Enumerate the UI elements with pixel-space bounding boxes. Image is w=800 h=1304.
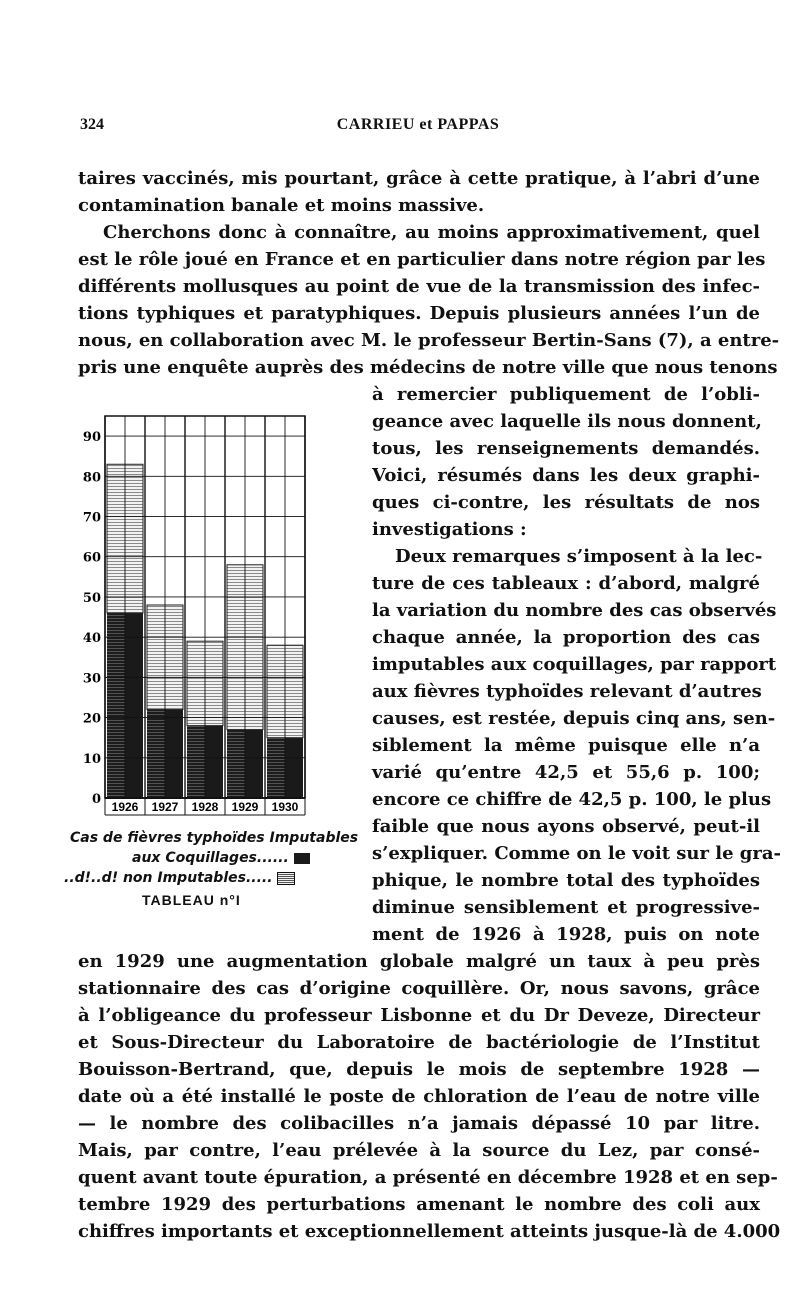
text-line: Mais, par contre, l’eau prélevée à la source du Lez, par consé- [78, 1140, 760, 1161]
text-line: est le rôle joué en France et en particulier dans notre région par les [78, 249, 766, 270]
text-line: et Sous-Directeur du Laboratoire de bactériologie de l’Institut [78, 1032, 760, 1053]
text-line: taires vaccinés, mis pourtant, grâce à cette pratique, à l’abri d’une [78, 168, 760, 189]
text-line: geance avec laquelle ils nous donnent, [372, 411, 762, 432]
text-line: s’expliquer. Comme on le voit sur le gra- [372, 843, 782, 864]
text-line: quent avant toute épuration, a présenté en décembre 1928 et en sep- [78, 1167, 778, 1188]
text-line: date où a été installé le poste de chloration de l’eau de notre ville [78, 1086, 760, 1107]
page-number: 324 [80, 116, 104, 133]
bar-imputables-1927 [147, 710, 165, 798]
legend-line-2 [132, 850, 310, 866]
text-line: Deux remarques s’imposent à la lec- [395, 546, 763, 567]
legend-dark-swatch [294, 853, 310, 864]
text-line: chaque année, la proportion des cas [372, 627, 760, 648]
bar-imputables-solid-1926 [125, 613, 143, 798]
running-title: CARRIEU et PAPPAS [336, 116, 500, 133]
x-tick-label: 1928 [191, 800, 219, 814]
text-line: varié qu’entre 42,5 et 55,6 p. 100; [372, 762, 760, 783]
y-tick-label: 60 [82, 550, 101, 566]
text-line: en 1929 une augmentation globale malgré un taux à peu près [78, 951, 760, 972]
text-line: imputables aux coquillages, par rapport [372, 654, 777, 675]
text-line: pris une enquête auprès des médecins de notre ville que nous tenons [78, 357, 778, 378]
legend-line-3 [64, 870, 295, 886]
bar-imputables-solid-1929 [245, 730, 263, 798]
bar-imputables-solid-1927 [165, 710, 183, 798]
running-head [78, 116, 758, 138]
text-line: ques ci-contre, les résultats de nos [372, 492, 760, 513]
text-line: tous, les renseignements demandés. [372, 438, 760, 459]
text-line: ture de ces tableaux : d’abord, malgré [372, 573, 760, 594]
text-line: causes, est restée, depuis cinq ans, sen- [372, 708, 776, 729]
text-line: nous, en collaboration avec M. le professeur Bertin-Sans (7), a entre- [78, 330, 780, 351]
text-line: Voici, résumés dans les deux graphi- [372, 465, 760, 486]
text-line: stationnaire des cas d’origine coquillère. Or, nous savons, grâce [78, 978, 760, 999]
legend-line-1: Cas de fièvres typhoïdes Imputables [70, 830, 359, 846]
y-tick-label: 40 [82, 631, 101, 647]
text-line: siblement la même puisque elle n’a [372, 735, 760, 756]
text-line: ment de 1926 à 1928, puis on note [372, 924, 760, 945]
text-line: Cherchons donc à connaître, au moins approximativement, quel [103, 222, 760, 243]
figure-tableau-1 [60, 410, 360, 910]
text-line: différents mollusques au point de vue de la transmission des infec- [78, 276, 760, 297]
text-line: phique, le nombre total des typhoïdes [372, 870, 760, 891]
figure-caption: TABLEAU n°I [142, 892, 241, 908]
text-line: la variation du nombre des cas observés [372, 600, 777, 621]
bar-imputables-solid-1928 [205, 726, 223, 798]
text-line: diminue sensiblement et progressive- [372, 897, 760, 918]
y-tick-label: 30 [82, 671, 101, 687]
text-line: investigations : [372, 519, 527, 540]
y-tick-label: 20 [82, 711, 101, 727]
y-tick-label: 90 [82, 430, 101, 446]
bar-imputables-1926 [107, 613, 125, 798]
y-tick-label: 10 [82, 751, 101, 767]
text-line: à l’obligeance du professeur Lisbonne et du Dr Deveze, Directeur [78, 1005, 760, 1026]
x-tick-label: 1930 [271, 800, 299, 814]
text-line: tions typhiques et paratyphiques. Depuis plusieurs années l’un de [78, 303, 760, 324]
legend-light-swatch [277, 872, 295, 885]
legend-imputables-label: aux Coquillages...... [132, 850, 289, 866]
bar-imputables-solid-1930 [285, 738, 303, 798]
text-line: — le nombre des colibacilles n’a jamais dépassé 10 par litre. [78, 1113, 760, 1134]
bar-imputables-1928 [187, 726, 205, 798]
text-line: encore ce chiffre de 42,5 p. 100, le plus [372, 789, 772, 810]
text-line: aux fièvres typhoïdes relevant d’autres [372, 681, 762, 702]
x-tick-label: 1927 [151, 800, 179, 814]
legend-non-imputables-label: ..d!..d! non Imputables..... [64, 870, 273, 886]
x-tick-label: 1929 [231, 800, 259, 814]
y-tick-label: 0 [91, 792, 101, 807]
y-tick-label: 50 [82, 590, 101, 606]
bar-imputables-1930 [267, 738, 285, 798]
text-line: contamination banale et moins massive. [78, 195, 485, 216]
x-tick-label: 1926 [111, 800, 139, 814]
y-tick-label: 80 [82, 470, 101, 486]
bar-imputables-1929 [227, 730, 245, 798]
text-line: à remercier publiquement de l’obli- [372, 384, 760, 405]
text-line: faible que nous ayons observé, peut-il [372, 816, 760, 837]
text-line: tembre 1929 des perturbations amenant le nombre des coli aux [78, 1194, 760, 1215]
text-line: Bouisson-Bertrand, que, depuis le mois de septembre 1928 — [78, 1059, 760, 1080]
text-line: chiffres importants et exceptionnellement atteints jusque-là de 4.000 [78, 1221, 781, 1242]
y-tick-label: 70 [82, 510, 101, 526]
